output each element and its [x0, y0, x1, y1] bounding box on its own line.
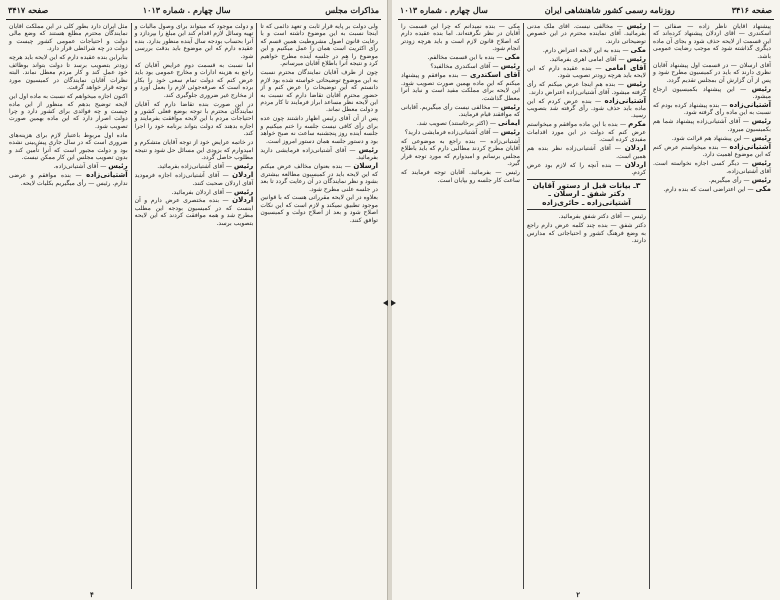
text-paragraph [260, 23, 378, 68]
right-page-column-3 [398, 23, 524, 589]
left-page-column-1 [257, 23, 381, 589]
speech-paragraph [527, 145, 646, 160]
speech-paragraph [401, 104, 520, 119]
speaker-name: رئیس [751, 133, 771, 142]
speech-text: آقای ارسلان — در قسمت اول پیشنهاد آقایان نظری دارند که باید در کمیسیون مطرح شود و پس از آن گزارش آن بمجلس تقدیم گردد. [653, 61, 771, 84]
right-issue-date: روزنامه رسمی کشور شاهنشاهی ایران [544, 5, 675, 15]
speech-text: — بنده موافقم و عرضی ندارم. رئیس — رأی میگیریم بکلیات لایحه. [8, 172, 128, 187]
speech-text: — (اکثر برخاستند) تصویب شد. [416, 119, 496, 127]
speech-paragraph [527, 65, 646, 80]
speech-paragraph [527, 23, 646, 45]
speech-paragraph [260, 147, 378, 162]
text-paragraph [9, 93, 128, 130]
text-paragraph [527, 213, 646, 220]
left-page-number: ۴ [90, 590, 94, 599]
text-paragraph [260, 69, 378, 114]
speaker-name: رئیس [626, 54, 646, 63]
speech-text: پیشنهاد آقایان ناظر زاده — صفائی — اسکندری — آقای اردلان پیشنهاد کرده‌اند که این قسمت از لایحه حذف شود و بجای آن ماده دیگری گذاشته شود که موجب رضایت عمومی باشد. [653, 23, 771, 60]
speech-text: — مخالفی نیست رأی میگیریم. آقایانی که موافقند قیام فرمایند. [401, 103, 520, 118]
text-paragraph [653, 62, 771, 84]
speech-paragraph [653, 118, 771, 133]
speaker-name: رئیس [233, 162, 254, 171]
speech-text: — دیگر کسی اجازه نخواسته است. آقای آشتیانی‌زاده. [653, 160, 771, 175]
right-page-label: صفحه ۳۴۱۶ [731, 5, 772, 15]
speech-text: ماده اول مربوط باعتبار لازم برای هزینه‌های ضروری است که در سال جاری پیش‌بینی نشده بود و دولت مجبور است که آنرا تأمین کند و بدون تصویب مجلس این کار ممکن نیست. [8, 131, 128, 162]
speech-paragraph [401, 129, 520, 136]
text-paragraph [135, 139, 254, 161]
speech-paragraph [653, 186, 771, 193]
speaker-name: اردلان [232, 171, 254, 180]
text-paragraph [401, 138, 520, 168]
speaker-name: رئیس [751, 159, 772, 168]
text-paragraph [260, 115, 378, 145]
speech-text: — بنده هم اینجا عرض میکنم که رأی گرفته میشود. آقای آشتیانی‌زاده اعتراض دارند. [527, 81, 646, 96]
speech-text: پس از آن آقای رئیس اظهار داشتند چون عده برای رأی کافی نیست جلسه را ختم میکنیم و جلسه آینده روز پنجشنبه ساعت نه صبح خواهد بود و دستور جلسه همان دستور امروز است. [260, 115, 378, 145]
speech-text: — آقای آشتیانی‌زاده فرمایشی دارید بفرمائید. [260, 146, 378, 162]
speech-text: — آقای آشتیانی‌زاده بفرمائید. [157, 163, 232, 171]
speech-text: بنابراین بنده عقیده دارم که این لایحه باید هرچه زودتر بتصویب برسد تا دولت بتواند بوظائف خود عمل کند و کار مردم معطل نماند. البته نظرات آقایان نمایندگان در کمیسیون مورد توجه قرار خواهد گرفت. [8, 54, 128, 92]
speaker-name: اردلان [232, 196, 254, 205]
speaker-name: ایمانی [497, 118, 520, 127]
text-paragraph [135, 62, 254, 99]
speech-text: دکتر شفق — بنده چند کلمه عرض دارم راجع به وضع فرهنگ کشور و احتیاجاتی که مدارس دارند. [527, 222, 646, 245]
speech-text: — این اعتراضی است که بنده دارم. [663, 185, 754, 193]
fold-mark-icon [391, 300, 396, 306]
speech-text: — این پیشنهاد هم قرائت شود. [671, 134, 750, 142]
right-section-title: سال چهارم . شماره ۱۰۱۳ [400, 5, 488, 15]
speech-text: آشتیانی‌زاده — بنده راجع به موضوعی که آقایان مطرح کردند مطالبی دارم که باید باطلاع مجلس برسانم و امیدوارم که مورد توجه قرار گیرد. [401, 137, 520, 168]
speech-text: — بنده با این ماده موافقم و میخواستم عرض کنم که دولت در این مورد اقدامات مفیدی کرده است. [527, 121, 646, 144]
left-page-header [6, 4, 381, 20]
speech-paragraph [135, 197, 254, 227]
speaker-name: رئیس [751, 117, 771, 126]
speech-text: — آقای آشتیانی‌زاده. [53, 163, 107, 171]
speaker-name: آقای اسکندری [470, 71, 520, 80]
text-paragraph [401, 169, 520, 184]
speech-paragraph [527, 81, 646, 96]
fold-mark-icon [383, 300, 388, 306]
speech-paragraph [135, 189, 254, 196]
speech-paragraph [653, 160, 771, 175]
speech-text: — بنده به این لایحه اعتراض دارم. [542, 46, 629, 54]
speech-text: — بنده عقیده دارم که این لایحه باید هرچه زودتر تصویب شود. [527, 64, 646, 80]
speech-text: — آقای آشتیانی‌زاده پیشنهاد شما هم بکمیسیون میرود. [653, 118, 771, 133]
speech-text: — بنده پیشنهاد کرده بودم که نسبت به این ماده رأی گرفته شود. [653, 102, 771, 117]
speech-paragraph [527, 121, 646, 143]
speech-text: — بنده بعنوان مخالف عرض میکنم که این لایحه باید در کمیسیون مطالعه بیشتری بشود و نظر نمایندگان در آن رعایت گردد تا بعد در جلسه علنی مطرح شود. [260, 163, 378, 193]
speech-paragraph [401, 120, 520, 127]
speaker-name: رئیس [626, 23, 646, 30]
speaker-name: آقای امامی [605, 63, 646, 72]
speech-text: — آقای آشتیانی‌زاده فرمایشی دارید؟ [404, 128, 499, 136]
left-section-title: مذاکرات مجلس [325, 5, 379, 15]
speech-text: مثل ایران دارد بطور کلی در این مملکت آقایان نمایندگان محترم مطلع هستند که وضع مالی دولت و احتیاجات عمومی کشور چیست و دولت در چه شرائطی قرار دارد. [8, 23, 128, 53]
speech-text: رئیس — آقای دکتر شفق بفرمائید. [558, 213, 646, 221]
speech-paragraph [135, 163, 254, 170]
speech-text: — رأی میگیریم. [708, 176, 750, 184]
speaker-name: رئیس [108, 162, 128, 171]
speaker-name: مکی [755, 184, 771, 193]
speech-text: — بنده موافقم و پیشنهاد میکنم که این ماده بهمین صورت تصویب شود. این لایحه برای مملکت مفید است و نباید آنرا معطل گذاشت. [401, 72, 520, 102]
speech-paragraph [527, 56, 646, 63]
speech-paragraph [9, 163, 128, 170]
right-page [392, 0, 780, 600]
speaker-name: رئیس [500, 62, 520, 71]
speech-text: — آقای آشتیانی‌زاده نظر بنده هم همین است. [527, 145, 646, 160]
speech-text: — آقای امامی اهری بفرمائید. [549, 55, 625, 63]
speech-text: — این پیشنهاد بکمیسیون ارجاع میشود. [653, 85, 771, 101]
speech-text: اما نسبت به قسمت دوم عرایض آقایان که راجع به هزینه ادارات و مخارج عمومی بود باید عرض کنم که دولت تمام سعی خود را بکار برده است که صرفه‌جوئی لازم را بعمل آورد و از مخارج غیر ضروری جلوگیری کند. [134, 61, 254, 99]
left-columns [6, 23, 381, 589]
speech-text: — بنده آنچه را که لازم بود عرض کردم. [527, 161, 646, 177]
right-page-number: ۲ [576, 590, 580, 599]
speech-paragraph [401, 63, 520, 70]
speaker-name: اردلان [624, 160, 646, 169]
speech-paragraph [653, 177, 771, 184]
speaker-name: آشتیانی‌زاده [86, 171, 128, 180]
speaker-name: مکرم [628, 120, 646, 129]
speaker-name: رئیس [751, 84, 772, 93]
text-paragraph [653, 23, 771, 60]
speech-paragraph [401, 72, 520, 102]
speech-text: در این صورت بنده تقاضا دارم که آقایان نمایندگان محترم با توجه بوضع فعلی کشور و احتیاجات مردم با این لایحه موافقت بفرمایند و اجازه بدهند که دولت بتواند برنامه خود را اجرا کند. [134, 100, 254, 138]
speech-paragraph [653, 86, 771, 101]
speech-text: — بنده عرض کردم که این ماده باید حذف شود. رأی گرفته شد بتصویب رسید. [527, 97, 646, 120]
right-columns [398, 23, 774, 589]
speaker-name: آشتیانی‌زاده [729, 142, 772, 151]
speaker-name: مکی [504, 53, 520, 62]
speech-text: چون از طرف آقایان نمایندگان محترم نسبت به این موضوع توضیحاتی خواسته شده بود لازم دانستم که این توضیحات را عرض کنم و از حضور محترم آقایان تقاضا دارم که نسبت به این لایحه نظر مساعد ابراز فرمایند تا کار مردم و دولت معطل نماند. [260, 69, 378, 114]
speech-paragraph [527, 47, 646, 54]
text-paragraph [9, 54, 128, 91]
speaker-name: رئیس [358, 145, 379, 154]
right-page-header [398, 4, 774, 20]
right-page-column-1 [650, 23, 774, 589]
speech-paragraph [9, 172, 128, 187]
speech-paragraph [527, 98, 646, 120]
speaker-name: رئیس [500, 127, 520, 136]
speech-text: — آقای آشتیانی‌زاده اجازه فرمودید آقای اردلان صحبت کنند. [134, 172, 254, 187]
speech-text: اکنون اجازه میخواهم که نسبت به ماده اول این لایحه توضیح بدهم که منظور از این ماده چیست و چه فوائدی برای کشور دارد و چرا دولت اصرار دارد که این ماده بهمین صورت تصویب شود. [8, 93, 128, 130]
speech-text: در خاتمه عرایض خود از توجه آقایان متشکرم و امیدوارم که بزودی این مسائل حل شود و نتیجه مطلوب حاصل گردد. [134, 139, 254, 162]
speech-paragraph [260, 163, 378, 193]
text-paragraph [401, 23, 520, 53]
speech-paragraph [527, 162, 646, 177]
left-issue-date: سال چهارم . شماره ۱۰۱۳ [142, 5, 231, 15]
text-paragraph [135, 101, 254, 138]
speech-text: بعلاوه در این لایحه مقرراتی هست که با قوانین موجود تطبیق نمیکند و لازم است که این نکات اصلاح شود و بعد از اصلاح دولت و کمیسیون توافق کنند. [260, 194, 378, 224]
speech-text: — آقای اردلان بفرمائید. [171, 188, 232, 196]
speaker-name: رئیس [500, 102, 520, 111]
speech-text: — آقای اسکندری مخالفید؟ [430, 63, 499, 71]
text-paragraph [9, 23, 128, 53]
text-paragraph [9, 132, 128, 162]
speech-paragraph [653, 135, 771, 142]
left-page [0, 0, 388, 600]
speaker-name: رئیس [233, 187, 254, 196]
speech-text: رئیس — بفرمائید. آقایان توجه فرمایند که ساعت کار جلسه رو بپایان است. [401, 169, 520, 184]
speaker-name: رئیس [751, 175, 771, 184]
left-page-column-3 [6, 23, 132, 589]
speech-text: — مخالفی نیست. آقای ملک مدنی بفرمائید. آقای نماینده محترم در این خصوص توضیحاتی دارند. [527, 23, 646, 45]
speech-paragraph [653, 144, 771, 159]
speaker-name: مکی [630, 45, 646, 54]
speaker-name: اردلان [624, 144, 647, 153]
speech-text: — بنده با این قسمت مخالفم. [427, 54, 503, 62]
speaker-name: رئیس [626, 80, 646, 89]
text-paragraph [260, 194, 378, 224]
right-page-column-2 [524, 23, 650, 589]
speaker-name: آشتیانی‌زاده [729, 101, 772, 110]
speaker-name: آشتیانی‌زاده [604, 96, 646, 105]
speaker-name: ارسلان [353, 162, 379, 171]
left-page-column-2 [132, 23, 258, 589]
text-paragraph [527, 222, 646, 244]
speech-paragraph [653, 102, 771, 117]
speech-paragraph [135, 172, 254, 187]
speech-text: مکی — بنده نمیدانم که چرا این قسمت را آقایان در نظر نگرفته‌اند. اما بنده عقیده دارم که اصلاح قانون لازم است و باید هرچه زودتر انجام شود. [401, 23, 520, 53]
section-heading: ۳ـ بیانات قبل از دستور آقایان دکتر شفق ـ ارسلان ـ آشتیانی‌زاده ـ حائری‌زاده [527, 179, 646, 211]
left-page-label: صفحه ۳۴۱۷ [8, 5, 49, 15]
speech-text: — بنده مختصری عرض دارم و آن اینست که در کمیسیون بودجه این مطلب مطرح شد و همه موافقت کردند که این لایحه بتصویب برسد. [134, 197, 254, 227]
speech-text: — بنده میخواستم عرض کنم که این موضوع اهمیت دارد. [653, 143, 771, 159]
text-paragraph [135, 23, 254, 60]
speech-text: ولی دولت بر پایه قرار ثابت و تعهد دائمی که تا اینجا نسبت به این موضوع داشته است و با رعایت قانون اصول مشروطیت همین قسم که رأی اکثریت است همان را عمل میکنیم و این موضوع را هم در جلسه آینده مطرح خواهیم کرد و نتیجه آنرا باطلاع آقایان میرسانم. [260, 23, 378, 68]
speech-paragraph [401, 54, 520, 61]
speech-text: و دولت موجود که میتواند برای وصول مالیات و تهیه وسائل لازم اقدام کند این مبلغ را بپردازد و آنرا بحساب بودجه سال آینده منظور بدارد. بنده عقیده دارم که این موضوع باید بدقت بررسی شود. [134, 23, 254, 60]
